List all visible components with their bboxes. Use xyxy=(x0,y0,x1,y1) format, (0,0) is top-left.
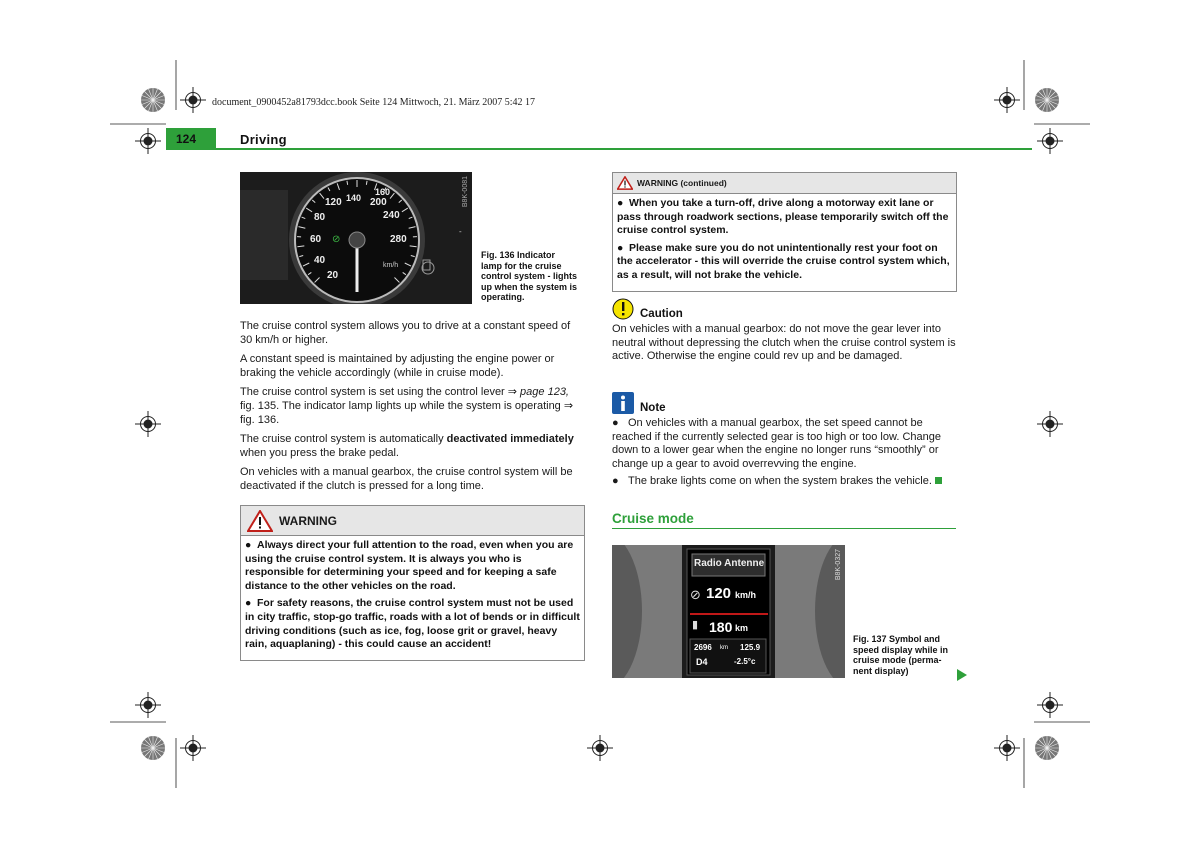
speed-label: 160 xyxy=(375,187,391,197)
note-section xyxy=(612,392,957,495)
cruise-mode-heading: Cruise mode xyxy=(612,511,694,526)
speed-label: 60 xyxy=(310,234,322,245)
odometer: 2696 xyxy=(694,643,712,652)
header-rule xyxy=(166,148,1032,150)
note-title: Note xyxy=(640,402,666,414)
warning-triangle-icon xyxy=(247,510,273,532)
paragraph: A constant speed is maintained by adjusting the engine power or braking the vehicle accordingly (while in cruise mode). xyxy=(240,353,555,379)
caution-section xyxy=(612,298,957,364)
paragraph: The cruise control system allows you to drive at a constant speed of 30 km/h or higher. xyxy=(240,320,571,346)
figure-136 xyxy=(240,172,472,304)
speed-label: 240 xyxy=(383,210,400,221)
set-speed: 120 xyxy=(706,585,732,602)
cruise-mode-rule xyxy=(612,528,956,529)
figure-code: B8K-0327 xyxy=(835,549,842,581)
note-item: ● On vehicles with a manual gearbox, the set speed cannot be reached if the currently selected gear is too high or too low. Change down to a lower gear when the engine no longer runs “smoothly” or change up a gear to avoid overrevving the engine. xyxy=(612,417,941,470)
warning-item: ● For safety reasons, the cruise control system must not be used in city traffic, stop-go traffic, roads with a lot of bends or in difficult driving conditions (such as ice, fog, loose grit or gravel, heavy rain, aquaplaning) - this could cause an accident! xyxy=(245,597,580,651)
end-square-icon xyxy=(935,477,942,484)
fuel-icon: ▮ xyxy=(692,619,699,631)
speed-label: 280 xyxy=(390,234,407,245)
figure-137-caption: Fig. 137 Symbol and speed display while in cruise mode (perma- nent display) xyxy=(853,634,949,676)
range-unit: km xyxy=(735,623,749,633)
odometer-unit: km xyxy=(720,645,728,651)
warning-triangle-icon xyxy=(617,176,633,190)
outside-temperature: -2.5°c xyxy=(734,657,756,666)
range-value: 180 xyxy=(709,619,733,635)
page-ref-link[interactable]: page 123, xyxy=(517,386,569,399)
speed-unit: km/h xyxy=(383,262,399,269)
speed-label: 40 xyxy=(314,255,326,266)
paragraph: On vehicles with a manual gearbox, the cruise control system will be deactivated if the clutch is pressed for a long time. xyxy=(240,466,573,492)
trip-value: 125.9 xyxy=(740,643,761,652)
warning-continued-title: WARNING (continued) xyxy=(637,178,727,188)
gear-indicator: D4 xyxy=(696,657,708,667)
page-number: 124 xyxy=(176,132,197,146)
print-header: document_0900452a81793dcc.book Seite 124 Mittwoch, 21. März 2007 5:42 17 xyxy=(212,97,536,108)
speed-label: 140 xyxy=(346,193,362,203)
paragraph: The cruise control system is set using the control lever ⇒ page 123, fig. 135. The indicator lamp lights up while the system is operating ⇒ fig. 136. xyxy=(240,386,574,426)
left-body-text xyxy=(240,320,584,500)
ref-arrow: ⇒ xyxy=(507,386,517,399)
speed-label: 20 xyxy=(327,270,339,281)
note-body xyxy=(612,417,957,489)
figure-137 xyxy=(612,545,845,678)
warning-box xyxy=(240,505,585,661)
cruise-control-icon: ⊘ xyxy=(690,587,701,602)
note-info-icon xyxy=(612,392,634,414)
set-speed-unit: km/h xyxy=(735,590,757,600)
figure-136-caption: Fig. 136 Indicator lamp for the cruise control system - lights up when the system is operating. xyxy=(481,250,578,302)
warning-title: WARNING xyxy=(279,513,337,528)
caution-icon xyxy=(612,298,634,320)
caution-title: Caution xyxy=(640,308,683,320)
warning-continued-body xyxy=(613,194,956,291)
cruise-control-icon: ⊘ xyxy=(332,234,341,245)
speed-label: 80 xyxy=(314,212,326,223)
warning-body xyxy=(241,536,584,660)
warning-item: ● When you take a turn-off, drive along a motorway exit lane or pass through roadwork sections, please temporarily switch off the cruise control system. xyxy=(617,197,949,237)
warning-continued-box xyxy=(612,172,957,292)
speed-label: 120 xyxy=(325,197,342,208)
figure-ref-link[interactable]: ⇒ fig. 136. xyxy=(240,399,574,426)
next-page-arrow-icon[interactable] xyxy=(957,669,967,681)
warning-continued-header xyxy=(613,173,956,194)
figure-code: B8K-0081 xyxy=(462,176,469,208)
svg-text:-: - xyxy=(459,227,462,236)
display-title: Radio Antenne xyxy=(694,558,765,569)
section-title: Driving xyxy=(240,132,287,147)
caution-text: On vehicles with a manual gearbox: do not move the gear lever into neutral without depressing the clutch when the cruise control system is active. Otherwise the engine could rev up and be damaged. xyxy=(612,323,956,363)
note-item: ● The brake lights come on when the system brakes the vehicle. xyxy=(612,475,957,489)
warning-item: ● Please make sure you do not unintentionally rest your foot on the accelerator - this will override the cruise control system which, as a result, will not brake the vehicle. xyxy=(617,241,950,281)
speed-label: 200 xyxy=(370,197,387,208)
warning-header xyxy=(241,506,584,536)
warning-item: ● Always direct your full attention to the road, even when you are using the cruise control system. It is always you who is responsible for determining your speed and for keeping a safe distance to the other vehicles on the road. xyxy=(245,539,574,592)
paragraph: The cruise control system is automatically deactivated immediately when you press the brake pedal. xyxy=(240,433,574,459)
